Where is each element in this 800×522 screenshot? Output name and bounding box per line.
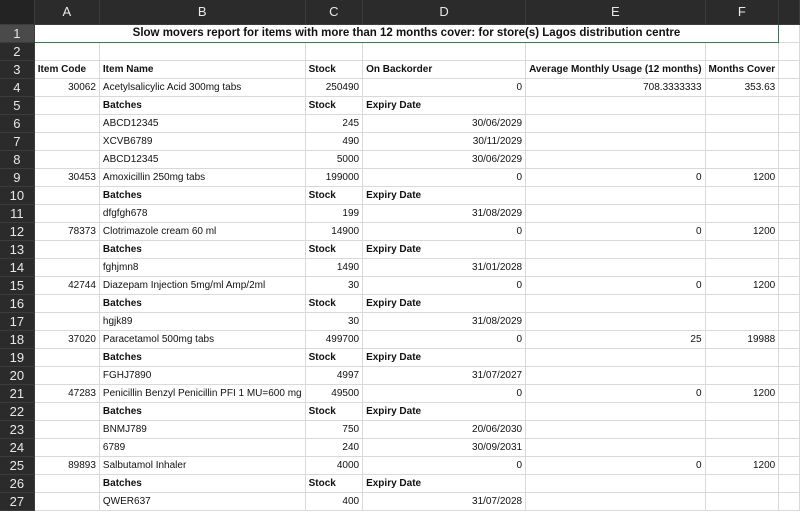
item-code-cell[interactable]: 78373	[34, 223, 99, 241]
batch-row	[0, 151, 800, 169]
batch-stock-cell[interactable]: 400	[305, 493, 362, 511]
stock-cell[interactable]: 250490	[305, 79, 362, 97]
batch-row	[0, 205, 800, 223]
row-header[interactable]: 6	[0, 115, 34, 133]
item-code-cell[interactable]: 47283	[34, 385, 99, 403]
cell[interactable]	[705, 43, 779, 61]
avg-usage-cell[interactable]: 0	[526, 223, 705, 241]
batch-header-row	[0, 403, 800, 421]
expiry-date-cell[interactable]: 30/11/2029	[363, 133, 526, 151]
batch-row	[0, 493, 800, 511]
expiry-date-cell[interactable]: 31/07/2028	[363, 493, 526, 511]
item-code-cell[interactable]: 89893	[34, 457, 99, 475]
column-header-a[interactable]: A	[34, 0, 99, 25]
row-header[interactable]: 12	[0, 223, 34, 241]
cell[interactable]	[705, 115, 779, 133]
cell[interactable]	[779, 187, 800, 205]
months-cover-cell[interactable]: 1200	[705, 223, 779, 241]
item-name-cell[interactable]: Paracetamol 500mg tabs	[99, 331, 305, 349]
header-months-cover[interactable]: Months Cover	[705, 61, 779, 79]
row-header[interactable]: 13	[0, 241, 34, 259]
cell[interactable]	[34, 151, 99, 169]
months-cover-cell[interactable]: 19988	[705, 331, 779, 349]
cell[interactable]	[526, 187, 705, 205]
cell[interactable]	[779, 259, 800, 277]
row-header[interactable]: 17	[0, 313, 34, 331]
cell[interactable]	[34, 97, 99, 115]
avg-usage-cell[interactable]: 708.3333333	[526, 79, 705, 97]
item-code-cell[interactable]: 37020	[34, 331, 99, 349]
row-header[interactable]: 24	[0, 439, 34, 457]
expiry-date-label[interactable]: Expiry Date	[363, 295, 526, 313]
batch-header-row	[0, 475, 800, 493]
expiry-date-label[interactable]: Expiry Date	[363, 349, 526, 367]
cell[interactable]	[705, 421, 779, 439]
cell[interactable]	[34, 349, 99, 367]
cell[interactable]	[779, 169, 800, 187]
backorder-cell[interactable]: 0	[363, 331, 526, 349]
column-header-d[interactable]: D	[363, 0, 526, 25]
cell[interactable]	[705, 313, 779, 331]
expiry-date-label[interactable]: Expiry Date	[363, 97, 526, 115]
column-header-b[interactable]: B	[99, 0, 305, 25]
cell[interactable]	[526, 43, 705, 61]
header-on-backorder[interactable]: On Backorder	[363, 61, 526, 79]
cell[interactable]	[705, 493, 779, 511]
row-header[interactable]: 22	[0, 403, 34, 421]
column-header-c[interactable]: C	[305, 0, 362, 25]
table-header-row	[0, 61, 800, 79]
cell[interactable]	[705, 439, 779, 457]
batch-stock-cell[interactable]: 245	[305, 115, 362, 133]
row-header[interactable]: 15	[0, 277, 34, 295]
row-header[interactable]: 23	[0, 421, 34, 439]
cell[interactable]	[526, 241, 705, 259]
batch-id-cell[interactable]: 6789	[99, 439, 305, 457]
backorder-cell[interactable]: 0	[363, 385, 526, 403]
batches-label[interactable]: Batches	[99, 187, 305, 205]
batch-stock-label[interactable]: Stock	[305, 295, 362, 313]
batch-id-cell[interactable]: fghjmn8	[99, 259, 305, 277]
batch-stock-label[interactable]: Stock	[305, 187, 362, 205]
row-header[interactable]: 19	[0, 349, 34, 367]
cell[interactable]	[526, 349, 705, 367]
batch-row	[0, 313, 800, 331]
item-name-cell[interactable]: Penicillin Benzyl Penicillin PFI 1 MU=600 mg	[99, 385, 305, 403]
row-header[interactable]: 4	[0, 79, 34, 97]
stock-cell[interactable]: 4000	[305, 457, 362, 475]
batch-id-cell[interactable]: QWER637	[99, 493, 305, 511]
expiry-date-cell[interactable]: 20/06/2030	[363, 421, 526, 439]
stock-cell[interactable]: 49500	[305, 385, 362, 403]
cell[interactable]	[779, 439, 800, 457]
cell[interactable]	[34, 133, 99, 151]
months-cover-cell[interactable]: 1200	[705, 169, 779, 187]
item-code-cell[interactable]: 30453	[34, 169, 99, 187]
header-item-name[interactable]: Item Name	[99, 61, 305, 79]
row-header[interactable]: 26	[0, 475, 34, 493]
batch-row	[0, 133, 800, 151]
cell[interactable]	[34, 367, 99, 385]
cell[interactable]	[526, 295, 705, 313]
cell[interactable]	[705, 241, 779, 259]
batch-row	[0, 421, 800, 439]
cell[interactable]	[363, 43, 526, 61]
cell[interactable]	[779, 205, 800, 223]
header-stock[interactable]: Stock	[305, 61, 362, 79]
item-row	[0, 331, 800, 349]
cell[interactable]	[705, 349, 779, 367]
expiry-date-cell[interactable]: 30/06/2029	[363, 151, 526, 169]
batch-id-cell[interactable]: hgjk89	[99, 313, 305, 331]
batch-stock-label[interactable]: Stock	[305, 241, 362, 259]
stock-cell[interactable]: 30	[305, 277, 362, 295]
row-header[interactable]: 5	[0, 97, 34, 115]
cell[interactable]	[34, 205, 99, 223]
batch-stock-cell[interactable]: 4997	[305, 367, 362, 385]
row-header[interactable]: 9	[0, 169, 34, 187]
cell[interactable]	[779, 349, 800, 367]
table-row	[0, 43, 800, 61]
column-header-e[interactable]: E	[526, 0, 705, 25]
cell[interactable]	[526, 151, 705, 169]
expiry-date-cell[interactable]: 30/06/2029	[363, 115, 526, 133]
row-header[interactable]: 27	[0, 493, 34, 511]
report-title-cell[interactable]: Slow movers report for items with more than 12 months cover: for store(s) Lagos distribution centre	[34, 25, 778, 43]
cell[interactable]	[779, 493, 800, 511]
column-header-g[interactable]	[779, 0, 800, 25]
batch-id-cell[interactable]: BNMJ789	[99, 421, 305, 439]
cell[interactable]	[34, 43, 99, 61]
cell[interactable]	[705, 367, 779, 385]
cell[interactable]	[34, 493, 99, 511]
batch-row	[0, 439, 800, 457]
batches-label[interactable]: Batches	[99, 97, 305, 115]
cell[interactable]	[705, 187, 779, 205]
months-cover-cell[interactable]: 1200	[705, 385, 779, 403]
cell[interactable]	[779, 421, 800, 439]
cell[interactable]	[526, 259, 705, 277]
cell[interactable]	[779, 115, 800, 133]
cell[interactable]	[779, 277, 800, 295]
batches-label[interactable]: Batches	[99, 403, 305, 421]
stock-cell[interactable]: 199000	[305, 169, 362, 187]
cell[interactable]	[99, 43, 305, 61]
row-header[interactable]: 3	[0, 61, 34, 79]
cell[interactable]	[526, 313, 705, 331]
batch-id-cell[interactable]: FGHJ7890	[99, 367, 305, 385]
cell[interactable]	[705, 475, 779, 493]
batch-header-row	[0, 97, 800, 115]
row-header[interactable]: 2	[0, 43, 34, 61]
cell[interactable]	[705, 151, 779, 169]
expiry-date-cell[interactable]: 31/07/2027	[363, 367, 526, 385]
cell[interactable]	[705, 97, 779, 115]
cell[interactable]	[779, 133, 800, 151]
cell[interactable]	[779, 79, 800, 97]
cell[interactable]	[779, 97, 800, 115]
cell[interactable]	[779, 241, 800, 259]
batches-label[interactable]: Batches	[99, 295, 305, 313]
cell[interactable]	[34, 439, 99, 457]
cell[interactable]	[526, 205, 705, 223]
item-name-cell[interactable]: Diazepam Injection 5mg/ml Amp/2ml	[99, 277, 305, 295]
cell[interactable]	[779, 457, 800, 475]
cell[interactable]	[526, 97, 705, 115]
row-header[interactable]: 11	[0, 205, 34, 223]
header-avg-usage[interactable]: Average Monthly Usage (12 months)	[526, 61, 705, 79]
expiry-date-label[interactable]: Expiry Date	[363, 241, 526, 259]
cell[interactable]	[526, 475, 705, 493]
batch-stock-cell[interactable]: 490	[305, 133, 362, 151]
batches-label[interactable]: Batches	[99, 475, 305, 493]
batch-id-cell[interactable]: XCVB6789	[99, 133, 305, 151]
cell[interactable]	[34, 295, 99, 313]
item-name-cell[interactable]: Clotrimazole cream 60 ml	[99, 223, 305, 241]
item-name-cell[interactable]: Acetylsalicylic Acid 300mg tabs	[99, 79, 305, 97]
stock-cell[interactable]: 14900	[305, 223, 362, 241]
cell[interactable]	[34, 313, 99, 331]
cell[interactable]	[779, 61, 800, 79]
cell[interactable]	[779, 403, 800, 421]
expiry-date-cell[interactable]: 31/01/2028	[363, 259, 526, 277]
item-name-cell[interactable]: Salbutamol Inhaler	[99, 457, 305, 475]
cell[interactable]	[34, 403, 99, 421]
cell[interactable]	[779, 385, 800, 403]
cell[interactable]	[779, 295, 800, 313]
batch-header-row	[0, 349, 800, 367]
batch-stock-cell[interactable]: 1490	[305, 259, 362, 277]
table-row	[0, 25, 800, 43]
months-cover-cell[interactable]: 1200	[705, 277, 779, 295]
cell[interactable]	[779, 43, 800, 61]
cell[interactable]	[34, 475, 99, 493]
batch-stock-cell[interactable]: 5000	[305, 151, 362, 169]
cell[interactable]	[34, 115, 99, 133]
cell[interactable]	[779, 151, 800, 169]
avg-usage-cell[interactable]: 0	[526, 169, 705, 187]
cell[interactable]	[526, 493, 705, 511]
avg-usage-cell[interactable]: 25	[526, 331, 705, 349]
item-code-cell[interactable]: 30062	[34, 79, 99, 97]
cell[interactable]	[779, 313, 800, 331]
batch-stock-label[interactable]: Stock	[305, 349, 362, 367]
batch-row	[0, 115, 800, 133]
batch-row	[0, 367, 800, 385]
item-row	[0, 457, 800, 475]
batches-label[interactable]: Batches	[99, 241, 305, 259]
row-header[interactable]: 25	[0, 457, 34, 475]
cell[interactable]	[526, 133, 705, 151]
batches-label[interactable]: Batches	[99, 349, 305, 367]
row-header[interactable]: 14	[0, 259, 34, 277]
stock-cell[interactable]: 499700	[305, 331, 362, 349]
item-row	[0, 385, 800, 403]
cell[interactable]	[705, 403, 779, 421]
select-all-corner[interactable]	[0, 0, 34, 25]
cell[interactable]	[779, 367, 800, 385]
cell[interactable]	[305, 43, 362, 61]
cell[interactable]	[526, 115, 705, 133]
backorder-cell[interactable]: 0	[363, 169, 526, 187]
cell[interactable]	[34, 259, 99, 277]
cell[interactable]	[526, 439, 705, 457]
cell[interactable]	[705, 295, 779, 313]
batch-id-cell[interactable]: dfgfgh678	[99, 205, 305, 223]
cell[interactable]	[705, 133, 779, 151]
item-name-cell[interactable]: Amoxicillin 250mg tabs	[99, 169, 305, 187]
batch-stock-cell[interactable]: 30	[305, 313, 362, 331]
row-header[interactable]: 8	[0, 151, 34, 169]
item-row	[0, 169, 800, 187]
item-code-cell[interactable]: 42744	[34, 277, 99, 295]
expiry-date-label[interactable]: Expiry Date	[363, 403, 526, 421]
expiry-date-label[interactable]: Expiry Date	[363, 187, 526, 205]
batch-header-row	[0, 295, 800, 313]
batch-id-cell[interactable]: ABCD12345	[99, 151, 305, 169]
avg-usage-cell[interactable]: 0	[526, 457, 705, 475]
header-item-code[interactable]: Item Code	[34, 61, 99, 79]
batch-stock-label[interactable]: Stock	[305, 97, 362, 115]
backorder-cell[interactable]: 0	[363, 277, 526, 295]
cell[interactable]	[526, 421, 705, 439]
cell[interactable]	[779, 223, 800, 241]
row-header[interactable]: 10	[0, 187, 34, 205]
batch-stock-cell[interactable]: 199	[305, 205, 362, 223]
cell[interactable]	[34, 187, 99, 205]
backorder-cell[interactable]: 0	[363, 457, 526, 475]
cell[interactable]	[779, 331, 800, 349]
item-row	[0, 223, 800, 241]
row-header[interactable]: 1	[0, 25, 34, 43]
avg-usage-cell[interactable]: 0	[526, 277, 705, 295]
cell[interactable]	[34, 421, 99, 439]
row-header[interactable]: 16	[0, 295, 34, 313]
batch-stock-cell[interactable]: 240	[305, 439, 362, 457]
item-row	[0, 277, 800, 295]
batch-header-row	[0, 187, 800, 205]
batch-stock-label[interactable]: Stock	[305, 475, 362, 493]
column-header-row	[0, 0, 800, 25]
cell[interactable]	[705, 205, 779, 223]
row-header[interactable]: 20	[0, 367, 34, 385]
item-row	[0, 79, 800, 97]
row-header[interactable]: 7	[0, 133, 34, 151]
expiry-date-label[interactable]: Expiry Date	[363, 475, 526, 493]
cell[interactable]	[526, 367, 705, 385]
column-header-f[interactable]: F	[705, 0, 779, 25]
expiry-date-cell[interactable]: 30/09/2031	[363, 439, 526, 457]
batch-stock-cell[interactable]: 750	[305, 421, 362, 439]
row-header[interactable]: 21	[0, 385, 34, 403]
cell[interactable]	[526, 403, 705, 421]
cell[interactable]	[705, 259, 779, 277]
months-cover-cell[interactable]: 1200	[705, 457, 779, 475]
expiry-date-cell[interactable]: 31/08/2029	[363, 205, 526, 223]
row-header[interactable]: 18	[0, 331, 34, 349]
months-cover-cell[interactable]: 353.63	[705, 79, 779, 97]
cell[interactable]	[779, 475, 800, 493]
batch-row	[0, 259, 800, 277]
expiry-date-cell[interactable]: 31/08/2029	[363, 313, 526, 331]
batch-header-row	[0, 241, 800, 259]
batch-stock-label[interactable]: Stock	[305, 403, 362, 421]
backorder-cell[interactable]: 0	[363, 223, 526, 241]
cell[interactable]	[34, 241, 99, 259]
cell[interactable]	[779, 25, 800, 43]
avg-usage-cell[interactable]: 0	[526, 385, 705, 403]
batch-id-cell[interactable]: ABCD12345	[99, 115, 305, 133]
backorder-cell[interactable]: 0	[363, 79, 526, 97]
